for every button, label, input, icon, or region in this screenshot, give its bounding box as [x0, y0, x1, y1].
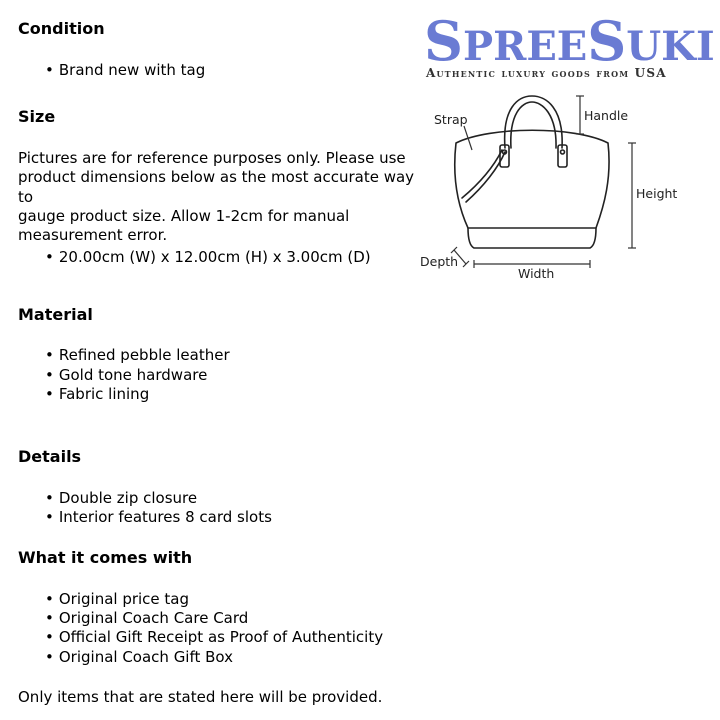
size-note [18, 149, 418, 245]
bag-base [468, 228, 596, 248]
logo-letter: S [587, 9, 627, 73]
size-note-line: Pictures are for reference purposes only. Please use [18, 149, 406, 167]
details-item: • Interior features 8 card slots [45, 508, 272, 527]
logo-tagline: Authentic luxury goods from USA [426, 66, 667, 80]
material-heading: Material [18, 305, 93, 324]
bag-handle-inner [511, 102, 556, 148]
comes-with-item: • Original price tag [45, 590, 189, 609]
condition-item: • Brand new with tag [45, 61, 205, 80]
material-item: • Gold tone hardware [45, 366, 207, 385]
size-note-line: product dimensions below as the most accurate way to [18, 168, 415, 206]
comes-with-item: • Official Gift Receipt as Proof of Authenticity [45, 628, 383, 647]
bag-body [455, 130, 609, 228]
condition-heading: Condition [18, 19, 105, 38]
size-note-line: measurement error. [18, 226, 168, 245]
material-item: • Refined pebble leather [45, 346, 230, 365]
footer-note: Only items that are stated here will be provided. [18, 688, 383, 706]
height-label: Height [636, 186, 678, 201]
spreesuki-logo [420, 9, 718, 82]
size-item: • 20.00cm (W) x 12.00cm (H) x 3.00cm (D) [45, 248, 371, 267]
comes-with-item: • Original Coach Care Card [45, 609, 248, 628]
size-heading: Size [18, 107, 56, 126]
logo-letter: S [424, 9, 463, 73]
handle-label: Handle [584, 108, 629, 123]
details-item: • Double zip closure [45, 489, 197, 508]
width-label: Width [518, 266, 555, 281]
logo-letters: PREE [463, 23, 588, 70]
logo-letters: UKI [626, 23, 715, 70]
bag-size-diagram [410, 88, 710, 288]
strap-label: Strap [434, 112, 468, 127]
comes-with-item: • Original Coach Gift Box [45, 648, 233, 667]
material-item: • Fabric lining [45, 385, 149, 404]
comes-with-heading: What it comes with [18, 548, 193, 567]
size-note-line: gauge product size. Allow 1-2cm for manual [18, 206, 350, 225]
depth-label: Depth [420, 254, 459, 269]
details-heading: Details [18, 447, 82, 466]
bag-strap [462, 150, 502, 198]
